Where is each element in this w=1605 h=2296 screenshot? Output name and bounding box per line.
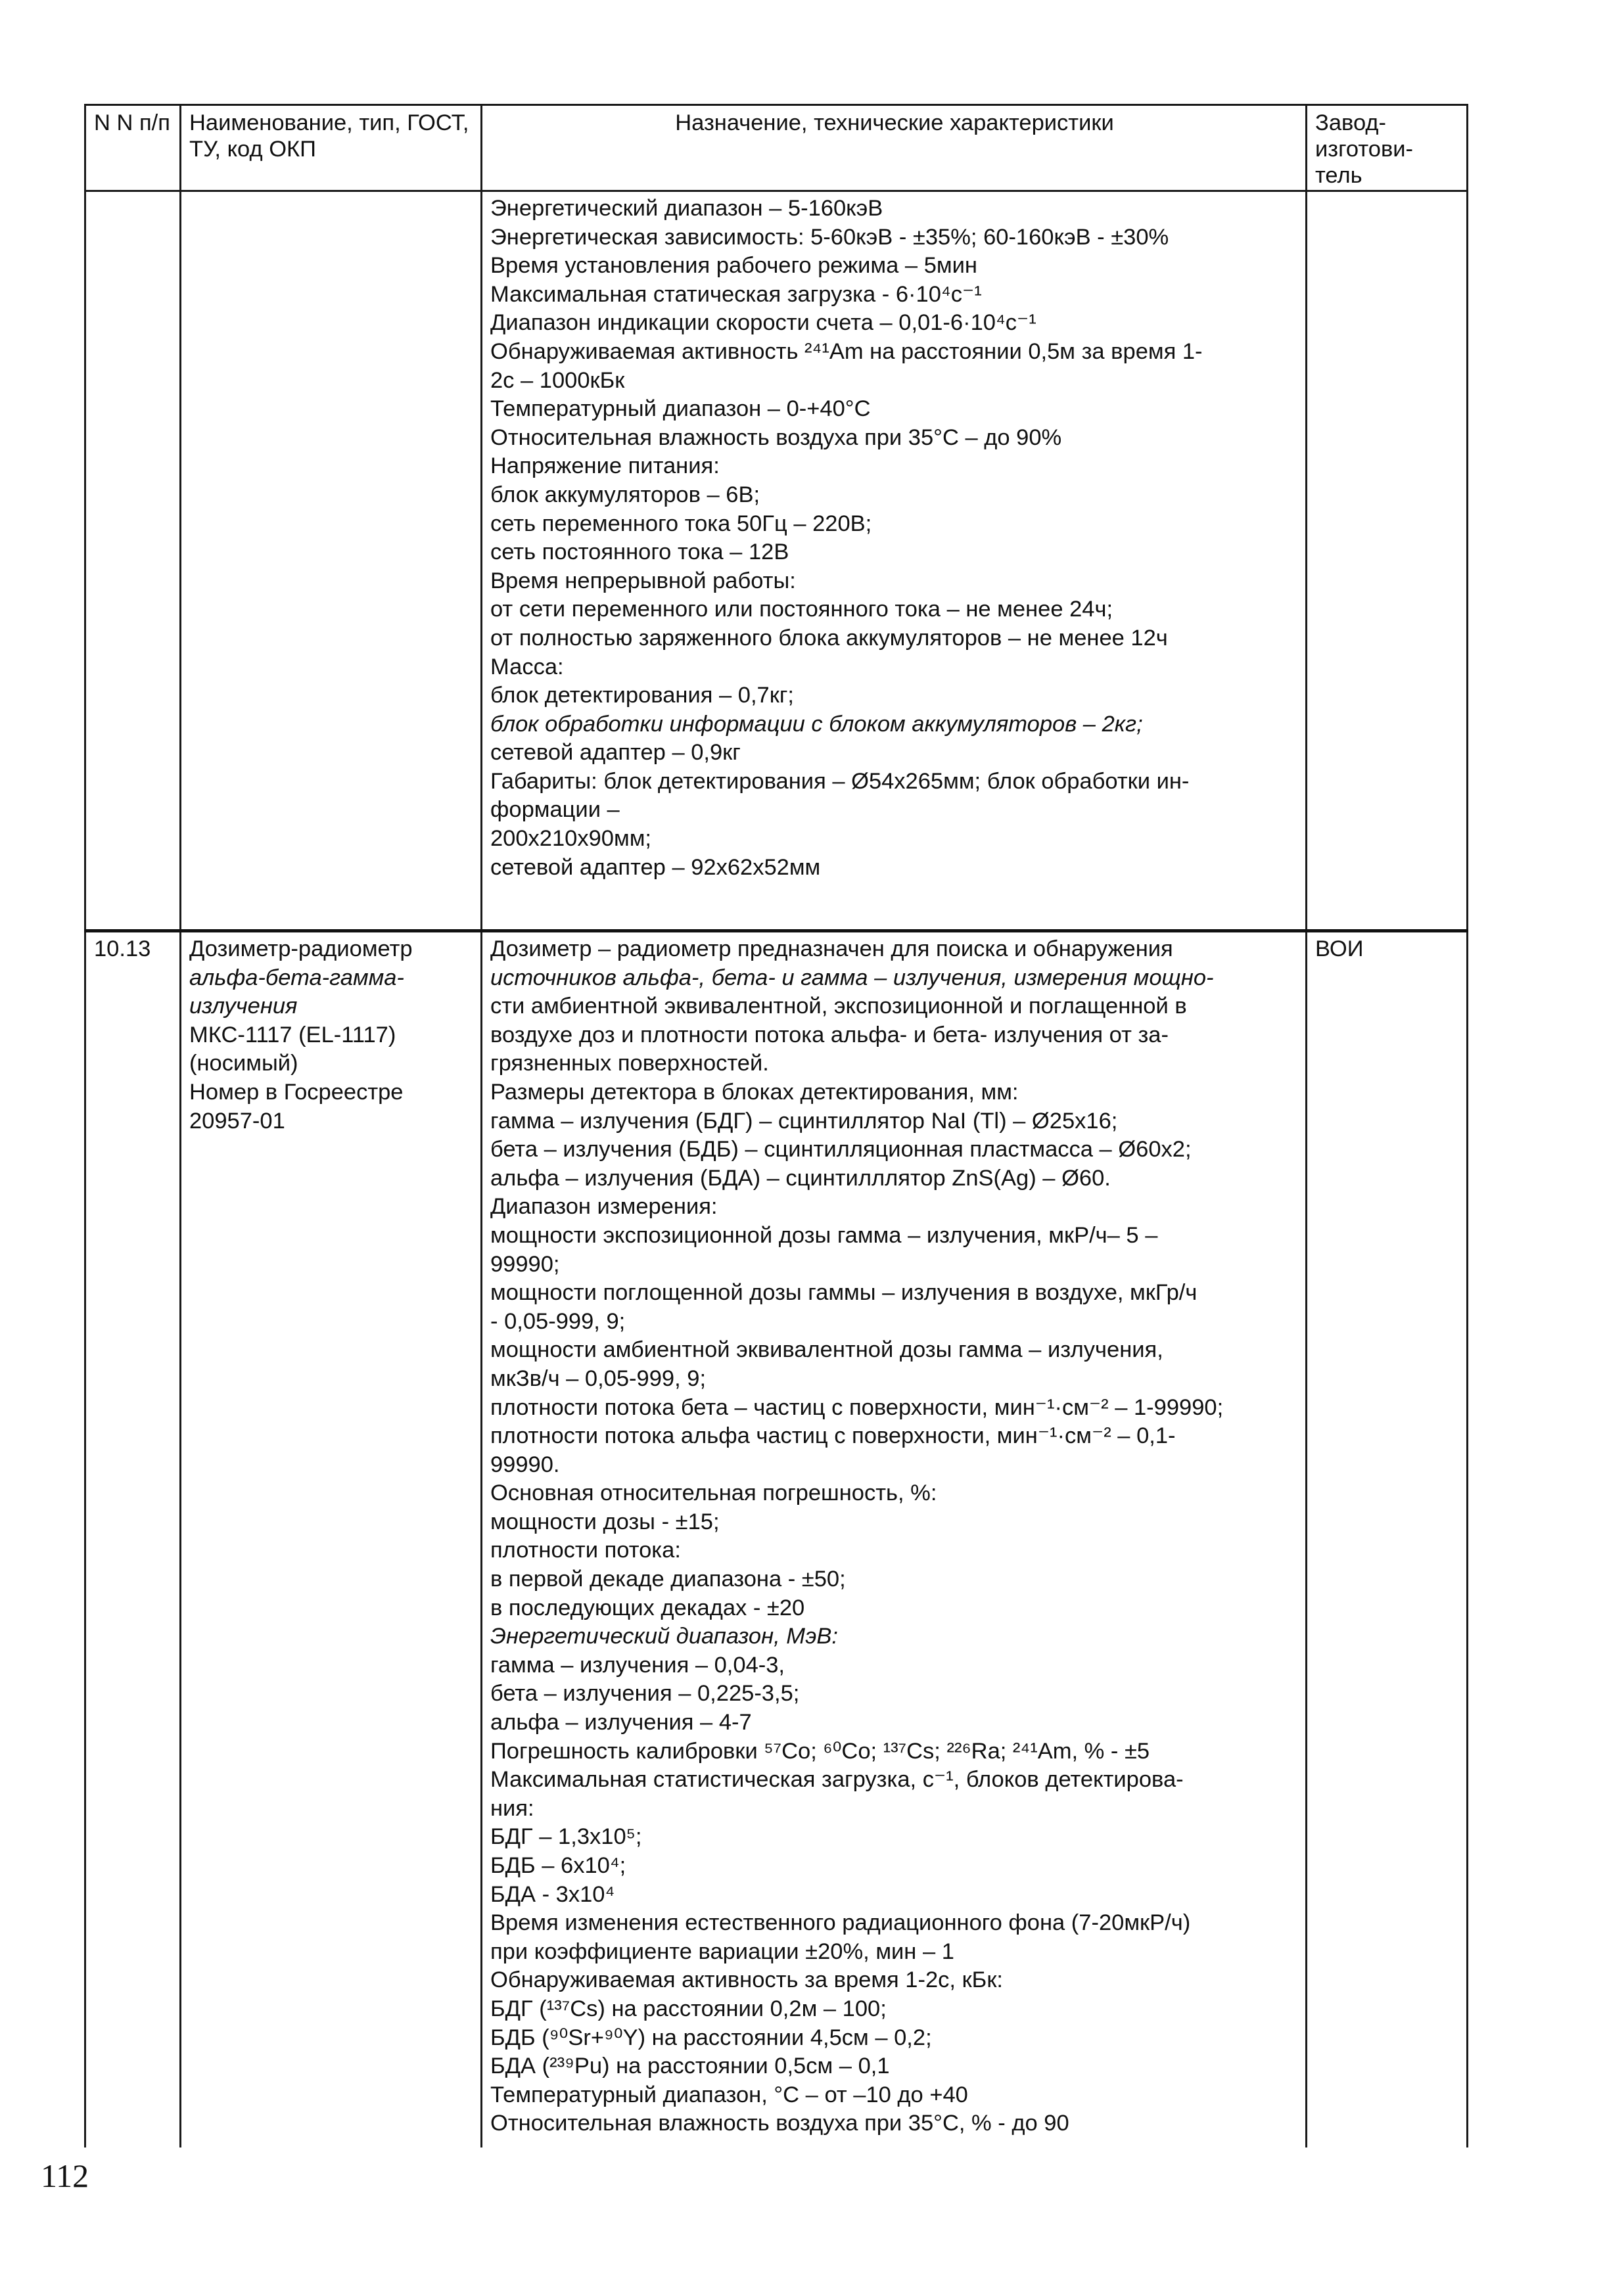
cell-spec-continued [482, 191, 1307, 931]
spec-line: бета – излучения – 0,225-3,5; [490, 1681, 800, 1707]
spec-line: Максимальная статистическая загрузка, с⁻¹, блоков детектирова- [490, 1767, 1184, 1793]
spec-line: мощности поглощенной дозы гаммы – излучения в воздухе, мкГр/ч [490, 1280, 1198, 1306]
cell-name [181, 931, 482, 2148]
spec-line: Основная относительная погрешность, %: [490, 1481, 937, 1506]
header-spec: Назначение, технические характеристики [482, 105, 1307, 191]
spec-line: Температурный диапазон, °С – от –10 до +40 [490, 2082, 968, 2107]
spec-line: блок детектирования – 0,7кг; [490, 683, 795, 708]
spec-line: - 0,05-999, 9; [490, 1308, 626, 1334]
spec-line: Размеры детектора в блоках детектирования, мм: [490, 1079, 1019, 1105]
spec-line: Обнаруживаемая активность за время 1-2с, кБк: [490, 1967, 1004, 1993]
spec-line: при коэффициенте вариации ±20%, мин – 1 [490, 1939, 954, 1964]
header-num: N N п/п [85, 105, 181, 191]
spec-line: ния: [490, 1795, 534, 1821]
spec-table [84, 104, 1468, 2147]
spec-line: Масса: [490, 654, 564, 679]
name-line: МКС-1117 (EL-1117) [189, 1022, 396, 1047]
spec-line: мкЗв/ч – 0,05-999, 9; [490, 1366, 707, 1391]
spec-line: альфа – излучения – 4-7 [490, 1710, 752, 1735]
cell-maker-empty [1307, 191, 1468, 931]
name-line: альфа-бета-гамма- [189, 965, 404, 990]
spec-line: Максимальная статическая загрузка - 6·10⁴с⁻¹ [490, 281, 982, 307]
spec-line: источников альфа-, бета- и гамма – излучения, измерения мощно- [490, 965, 1214, 990]
table-header-row [85, 105, 1468, 191]
table-row-continued [85, 191, 1468, 931]
header-name: Наименование, тип, ГОСТ, ТУ, код ОКП [181, 105, 482, 191]
spec-line: Температурный диапазон – 0-+40°С [490, 396, 871, 422]
spec-line: в последующих декадах - ±20 [490, 1595, 805, 1620]
spec-line: Энергетическая зависимость: 5-60кэВ - ±35%; 60-160кэВ - ±30% [490, 224, 1169, 250]
spec-line: от полностью заряженного блока аккумуляторов – не менее 12ч [490, 625, 1168, 651]
spec-line: БДГ (¹³⁷Cs) на расстоянии 0,2м – 100; [490, 1996, 887, 2021]
spec-line: блок аккумуляторов – 6В; [490, 482, 760, 507]
spec-line: Энергетический диапазон, МэВ: [490, 1624, 838, 1649]
name-line: излучения [189, 994, 298, 1019]
header-maker: Завод-изготови-тель [1307, 105, 1468, 191]
table-row-10-13 [85, 931, 1468, 2148]
spec-line: грязненных поверхностей. [490, 1051, 769, 1076]
spec-line: БДГ – 1,3x10⁵; [490, 1824, 642, 1850]
spec-line: Время изменения естественного радиационного фона (7-20мкР/ч) [490, 1910, 1191, 1936]
spec-line: гамма – излучения (БДГ) – сцинтиллятор NaI (Tl) – Ø25x16; [490, 1108, 1118, 1134]
spec-line: плотности потока альфа частиц с поверхности, мин⁻¹·см⁻² – 0,1- [490, 1423, 1176, 1449]
name-line: Дозиметр-радиометр [189, 936, 413, 961]
spec-line: бета – излучения (БДБ) – сцинтилляционная пластмасса – Ø60x2; [490, 1137, 1192, 1162]
spec-line: БДБ (⁹⁰Sr+⁹⁰Y) на расстоянии 4,5см – 0,2; [490, 2025, 932, 2050]
spec-line: Относительная влажность воздуха при 35°С – до 90% [490, 425, 1062, 450]
spec-line: воздухе доз и плотности потока альфа- и бета- излучения от за- [490, 1022, 1169, 1047]
spec-line: Диапазон измерения: [490, 1194, 718, 1220]
spec-line: Габариты: блок детектирования – Ø54x265мм; блок обработки ин- [490, 768, 1190, 794]
spec-line: Обнаруживаемая активность ²⁴¹Am на расстоянии 0,5м за время 1- [490, 338, 1203, 364]
spec-line: плотности потока бета – частиц с поверхности, мин⁻¹·см⁻² – 1-99990; [490, 1394, 1224, 1420]
spec-line: формации – [490, 797, 620, 823]
spec-line: 99990. [490, 1452, 560, 1477]
spec-line: БДБ – 6x10⁴; [490, 1853, 626, 1878]
name-line: Номер в Госреестре [189, 1079, 404, 1105]
spec-line: Дозиметр – радиометр предназначен для поиска и обнаружения [490, 936, 1173, 961]
spec-line: Время непрерывной работы: [490, 568, 796, 593]
name-line: (носимый) [189, 1051, 298, 1076]
spec-line: сетевой адаптер – 92x62x52мм [490, 854, 821, 880]
spec-line: альфа – излучения (БДА) – сцинтилллятор ZnS(Ag) – Ø60. [490, 1165, 1111, 1191]
spec-line: 200x210x90мм; [490, 826, 652, 852]
cell-maker: ВОИ [1307, 931, 1468, 2148]
spec-line: БДА (²³⁹Pu) на расстоянии 0,5см – 0,1 [490, 2054, 890, 2079]
cell-num: 10.13 [85, 931, 181, 2148]
spec-line: от сети переменного или постоянного тока – не менее 24ч; [490, 597, 1113, 622]
spec-line: мощности экспозиционной дозы гамма – излучения, мкР/ч– 5 – [490, 1222, 1158, 1248]
spec-line: Погрешность калибровки ⁵⁷Co; ⁶⁰Co; ¹³⁷Cs; ²²⁶Ra; ²⁴¹Am, % - ±5 [490, 1738, 1150, 1764]
spec-line: Напряжение питания: [490, 453, 720, 479]
cell-spec [482, 931, 1307, 2148]
spec-line: мощности дозы - ±15; [490, 1509, 720, 1534]
page-number: 112 [41, 2157, 89, 2194]
spec-line: Энергетический диапазон – 5-160кэВ [490, 196, 883, 221]
cell-name-empty [181, 191, 482, 931]
spec-line: 99990; [490, 1251, 560, 1277]
name-line: 20957-01 [189, 1108, 285, 1134]
spec-line: сетевой адаптер – 0,9кг [490, 740, 741, 766]
spec-line: Диапазон индикации скорости счета – 0,01-6·10⁴с⁻¹ [490, 310, 1036, 336]
spec-line: блок обработки информации с блоком аккумуляторов – 2кг; [490, 711, 1143, 737]
spec-line: гамма – излучения – 0,04-3, [490, 1652, 785, 1678]
spec-line: сти амбиентной эквивалентной, экспозиционной и поглащенной в [490, 994, 1187, 1019]
spec-line: Относительная влажность воздуха при 35°С, % - до 90 [490, 2111, 1069, 2136]
spec-line: сеть переменного тока 50Гц – 220В; [490, 511, 872, 536]
spec-line: БДА - 3x10⁴ [490, 1881, 615, 1907]
spec-line: в первой декаде диапазона - ±50; [490, 1567, 846, 1592]
spec-line: сеть постоянного тока – 12В [490, 540, 789, 565]
spec-line: 2с – 1000кБк [490, 367, 625, 393]
cell-num-empty [85, 191, 181, 931]
spec-line: плотности потока: [490, 1538, 681, 1563]
spec-line: мощности амбиентной эквивалентной дозы гамма – излучения, [490, 1337, 1163, 1363]
spec-line: Время установления рабочего режима – 5мин [490, 253, 977, 279]
